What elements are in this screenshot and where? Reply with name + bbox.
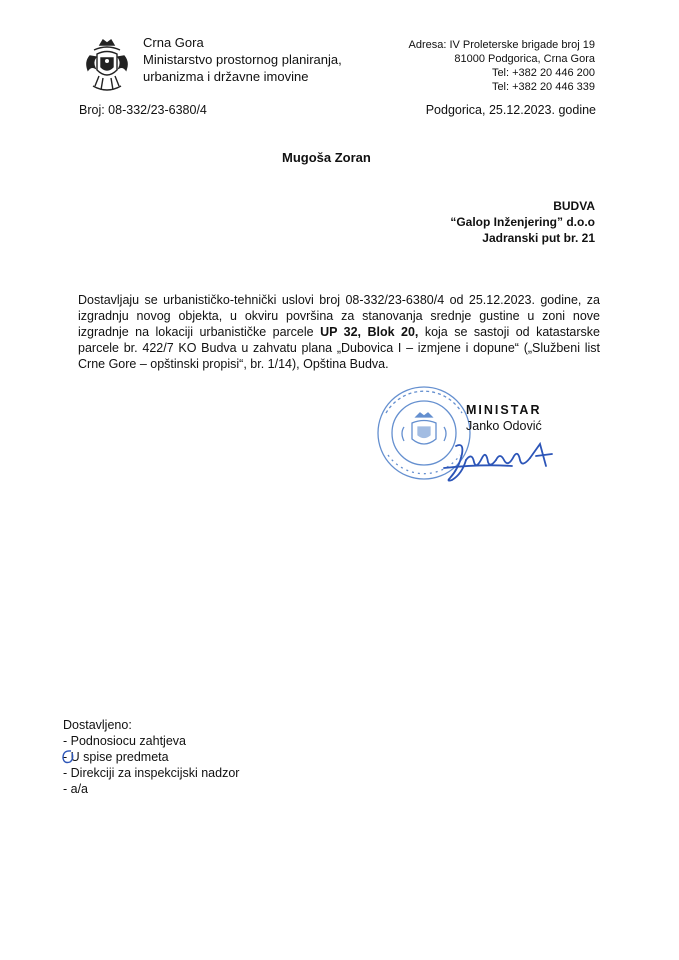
handwritten-mark-icon	[60, 748, 76, 766]
body-paragraph	[78, 292, 600, 372]
address-line: Adresa: IV Proleterske brigade broj 19	[408, 39, 595, 51]
signatory-name: Janko Odović	[466, 419, 542, 433]
ministry-name-line1: Ministarstvo prostornog planiranja,	[143, 52, 342, 67]
coat-of-arms-icon	[81, 36, 133, 96]
distribution-item: - a/a	[63, 782, 89, 796]
city-line: 81000 Podgorica, Crna Gora	[454, 53, 595, 65]
phone-line-1: Tel: +382 20 446 200	[491, 67, 595, 79]
institution-block	[143, 34, 342, 85]
recipient-address	[450, 198, 595, 246]
ministry-name-line2: urbanizma i državne imovine	[143, 69, 309, 84]
body-text-part2: koja se sastoji od katastarske parcele br. 422/7 KO Budva u zahvatu plana „Dubovica I – izmjene i dopune“ („Službeni list Crne Gore – opštinski propisi“, br. 1/14), Opština Budva.	[78, 325, 600, 371]
signatory-block	[466, 402, 542, 434]
document-date: Podgorica, 25.12.2023. godine	[425, 103, 596, 117]
distribution-heading: Dostavljeno:	[63, 718, 132, 732]
body-text-parcel: UP 32, Blok 20,	[320, 325, 419, 339]
contact-block	[409, 38, 596, 94]
handwritten-signature-icon	[442, 438, 572, 488]
recipient-name: Mugoša Zoran	[282, 150, 371, 165]
country-name: Crna Gora	[143, 35, 204, 50]
recipient-city: BUDVA	[553, 199, 595, 213]
recipient-street: Jadranski put br. 21	[482, 231, 595, 245]
distribution-item: - Direkciji za inspekcijski nadzor	[63, 766, 240, 780]
distribution-list	[63, 717, 239, 797]
distribution-item: - U spise predmeta	[63, 750, 169, 764]
signatory-title: MINISTAR	[466, 403, 542, 417]
reference-number: Broj: 08-332/23-6380/4	[79, 103, 207, 117]
phone-line-2: Tel: +382 20 446 339	[491, 81, 595, 93]
body-text-part1: Dostavljaju se urbanističko-tehnički uslovi broj 08-332/23-6380/4 od 25.12.2023. godine, za izgradnju novog objekta, u okviru površina za stanovanja srednje gustine u zoni nove izgradnje na lokaciji urbanističke parcele	[78, 293, 600, 339]
distribution-item: - Podnosiocu zahtjeva	[63, 734, 186, 748]
recipient-company: “Galop Inženjering” d.o.o	[450, 215, 595, 229]
